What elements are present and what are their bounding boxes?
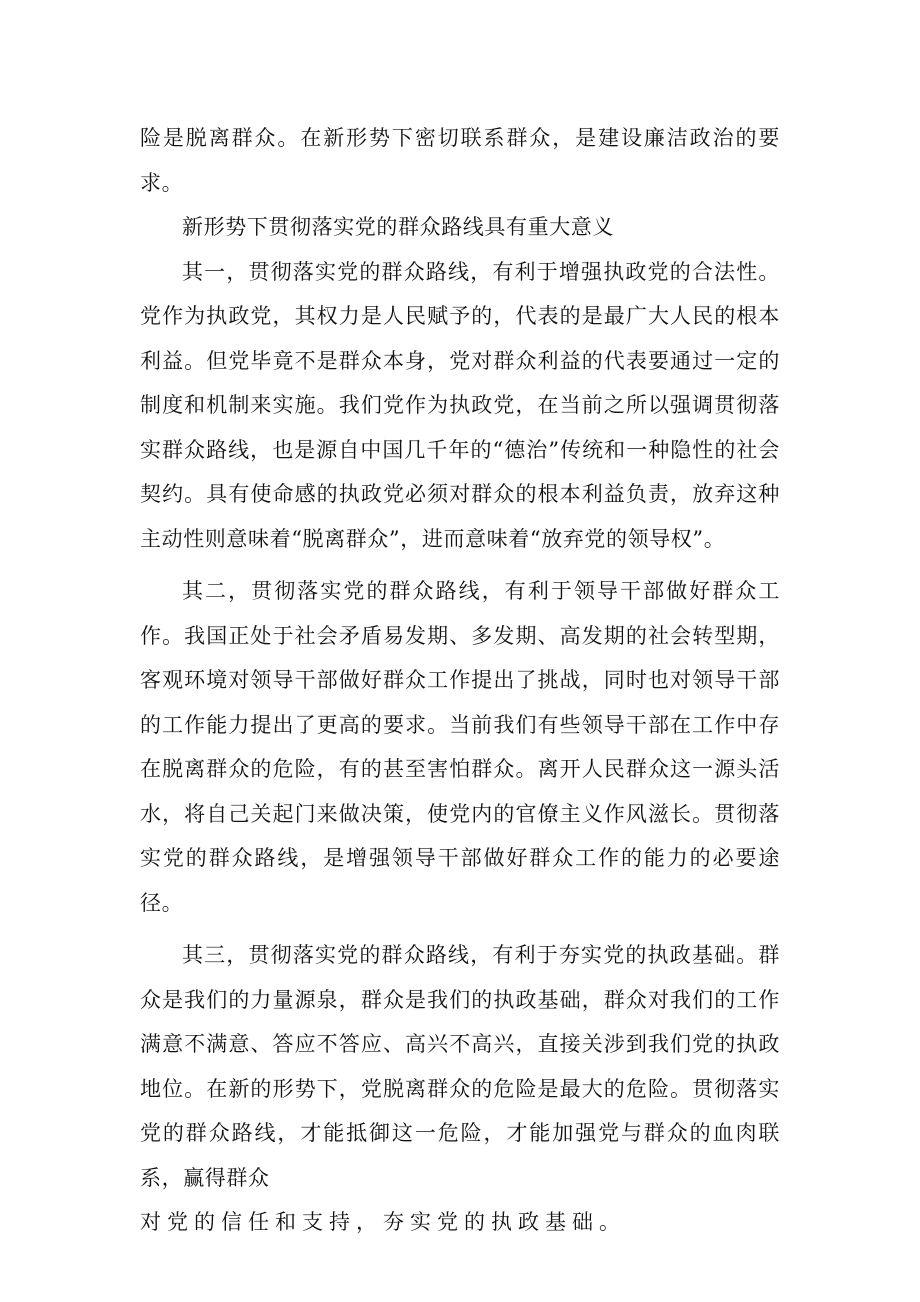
paragraph-point-two: 其二，贯彻落实党的群众路线，有利于领导干部做好群众工作。我国正处于社会矛盾易发期、多发期、高发期的社会转型期，客观环境对领导干部做好群众工作提出了挑战，同时也对领导干部的工作能力提出了更高的要求。当前我们有些领导干部在工作中存在脱离群众的危险，有的甚至害怕群众。离开人民群众这一源头活水，将自己关起门来做决策，使党内的官僚主义作风滋长。贯彻落实党的群众路线，是增强领导干部做好群众工作的能力的必要途径。 — [140, 579, 780, 915]
section-heading: 新形势下贯彻落实党的群众路线具有重大意义 — [182, 215, 614, 239]
paragraph-point-three: 其三，贯彻落实党的群众路线，有利于夯实党的执政基础。群众是我们的力量源泉，群众是我们的执政基础，群众对我们的工作满意不满意、答应不答应、高兴不高兴，直接关涉到我们党的执政地位。在新的形势下，党脱离群众的危险是最大的危险。贯彻落实党的群众路线，才能抵御这一危险，才能加强党与群众的血肉联系，赢得群众 — [140, 943, 780, 1190]
document-body — [140, 116, 780, 1245]
paragraph-point-one: 其一，贯彻落实党的群众路线，有利于增强执政党的合法性。党作为执政党，其权力是人民赋予的，代表的是最广大人民的根本利益。但党毕竟不是群众本身，党对群众利益的代表要通过一定的制度和机制来实施。我们党作为执政党，在当前之所以强调贯彻落实群众路线，也是源自中国几千年的“德治”传统和一种隐性的社会契约。具有使命感的执政党必须对群众的根本利益负责，放弃这种主动性则意味着“脱离群众”，进而意味着“放弃党的领导权”。 — [140, 259, 780, 551]
paragraph-point-three-tail: 对党的信任和支持，夯实党的执政基础。 — [140, 1210, 626, 1234]
paragraph-continuation: 险是脱离群众。在新形势下密切联系群众，是建设廉洁政治的要求。 — [140, 126, 780, 195]
